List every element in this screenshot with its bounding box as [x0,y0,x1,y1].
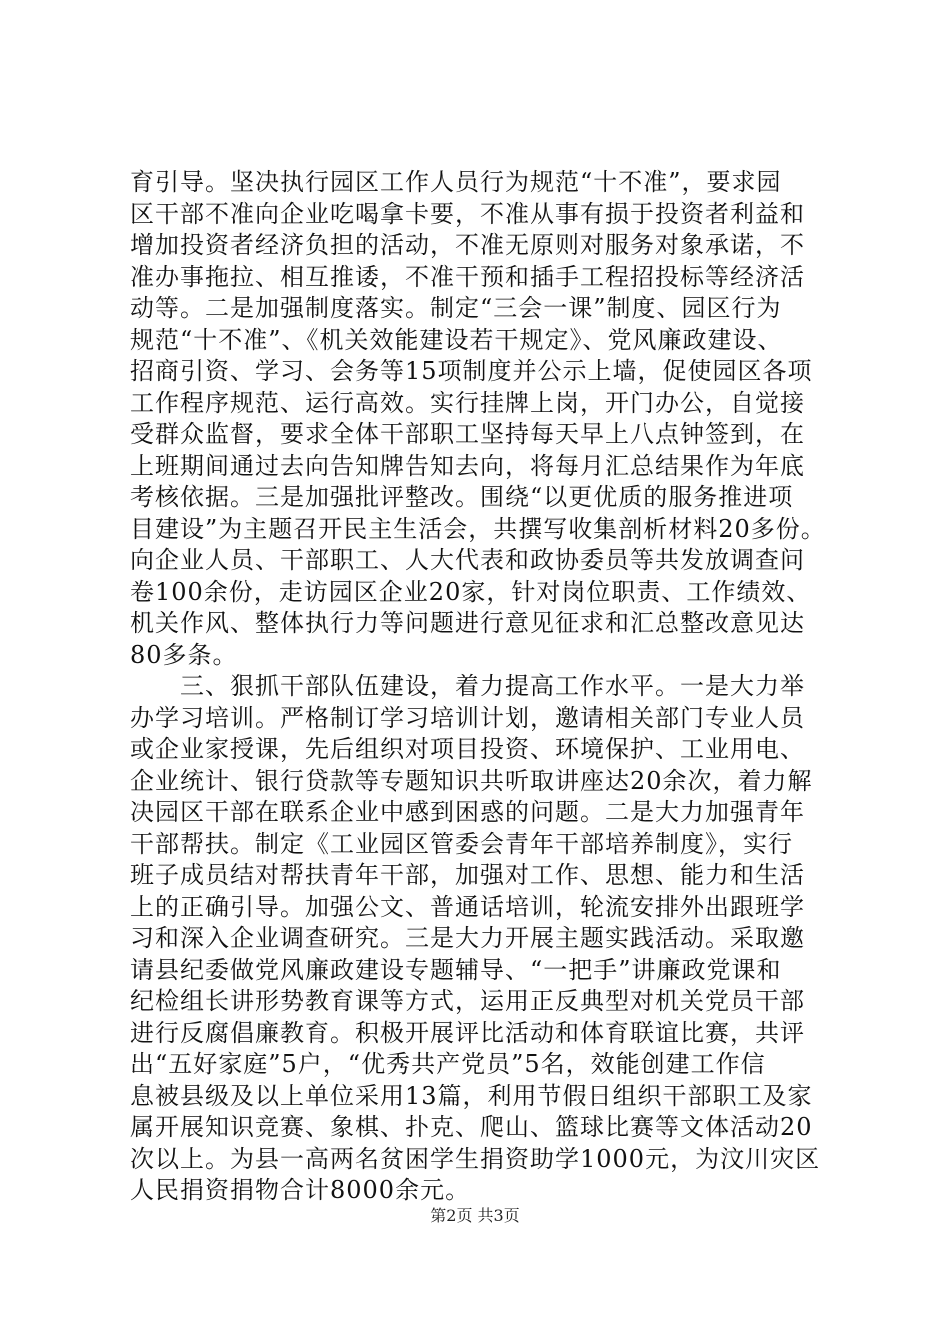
text-line: 目建设”为主题召开民主生活会，共撰写收集剖析材料20多份。 [130,514,826,543]
text-line: 增加投资者经济负担的活动，不准无原则对服务对象承诺，不 [130,231,805,259]
text-line: 次以上。为县一高两名贫困学生捐资助学1000元，为汶川灾区 [130,1144,821,1173]
text-line: 企业统计、银行贷款等专题知识共听取讲座达20余次，着力解 [130,766,813,795]
text-line: 息被县级及以上单位采用13篇，利用节假日组织干部职工及家 [130,1081,813,1110]
text-line: 工作程序规范、运行高效。实行挂牌上岗，开门办公，自觉接 [130,388,805,417]
text-line: 区干部不准向企业吃喝拿卡要，不准从事有损于投资者利益和 [130,199,805,228]
text-line: 规范“十不准”、《机关效能建设若干规定》、党风廉政建设、 [130,325,783,354]
text-line: 动等。二是加强制度落实。制定“三会一课”制度、园区行为 [130,294,782,322]
text-line: 考核依据。三是加强批评整改。围绕“以更优质的服务推进项 [130,483,794,511]
text-line: 招商引资、学习、会务等15项制度并公示上墙，促使园区各项 [130,357,813,385]
text-line: 或企业家授课，先后组织对项目投资、环境保护、工业用电、 [130,735,805,763]
text-line: 育引导。坚决执行园区工作人员行为规范“十不准”，要求园 [130,168,782,196]
text-line: 决园区干部在联系企业中感到困惑的问题。二是大力加强青年 [130,798,805,826]
text-line: 向企业人员、干部职工、人大代表和政协委员等共发放调查问 [130,546,805,574]
text-line: 上班期间通过去向告知牌告知去向，将每月汇总结果作为年底 [130,451,805,480]
text-line: 属开展知识竞赛、象棋、扑克、爬山、篮球比赛等文体活动20 [130,1113,813,1141]
text-line: 请县纪委做党风廉政建设专题辅导、“一把手”讲廉政党课和 [130,955,782,984]
body-text [130,167,830,1207]
text-line: 三、狠抓干部队伍建设，着力提高工作水平。一是大力举 [130,672,805,700]
text-line: 习和深入企业调查研究。三是大力开展主题实践活动。采取邀 [130,924,805,952]
text-line: 80多条。 [130,640,238,669]
text-line: 上的正确引导。加强公文、普通话培训，轮流安排外出跟班学 [130,892,805,921]
text-line: 纪检组长讲形势教育课等方式，运用正反典型对机关党员干部 [130,987,805,1015]
text-line: 班子成员结对帮扶青年干部，加强对工作、思想、能力和生活 [130,861,805,889]
page-footer [0,1203,950,1226]
text-line: 干部帮扶。制定《工业园区管委会青年干部培养制度》，实行 [130,829,793,858]
page-number-label: 第2页 共3页 [430,1206,520,1225]
text-line: 办学习培训。严格制订学习培训计划，邀请相关部门专业人员 [130,703,805,732]
text-line: 受群众监督，要求全体干部职工坚持每天早上八点钟签到，在 [130,420,805,448]
text-line: 机关作风、整体执行力等问题进行意见征求和汇总整改意见达 [130,609,805,637]
text-line: 进行反腐倡廉教育。积极开展评比活动和体育联谊比赛，共评 [130,1018,805,1047]
text-line: 出“五好家庭”5户，“优秀共产党员”5名，效能创建工作信 [130,1050,766,1078]
text-line: 准办事拖拉、相互推诿，不准干预和插手工程招投标等经济活 [130,262,805,291]
text-line: 人民捐资捐物合计8000余元。 [130,1176,471,1204]
text-line: 卷100余份，走访园区企业20家，针对岗位职责、工作绩效、 [130,577,812,606]
